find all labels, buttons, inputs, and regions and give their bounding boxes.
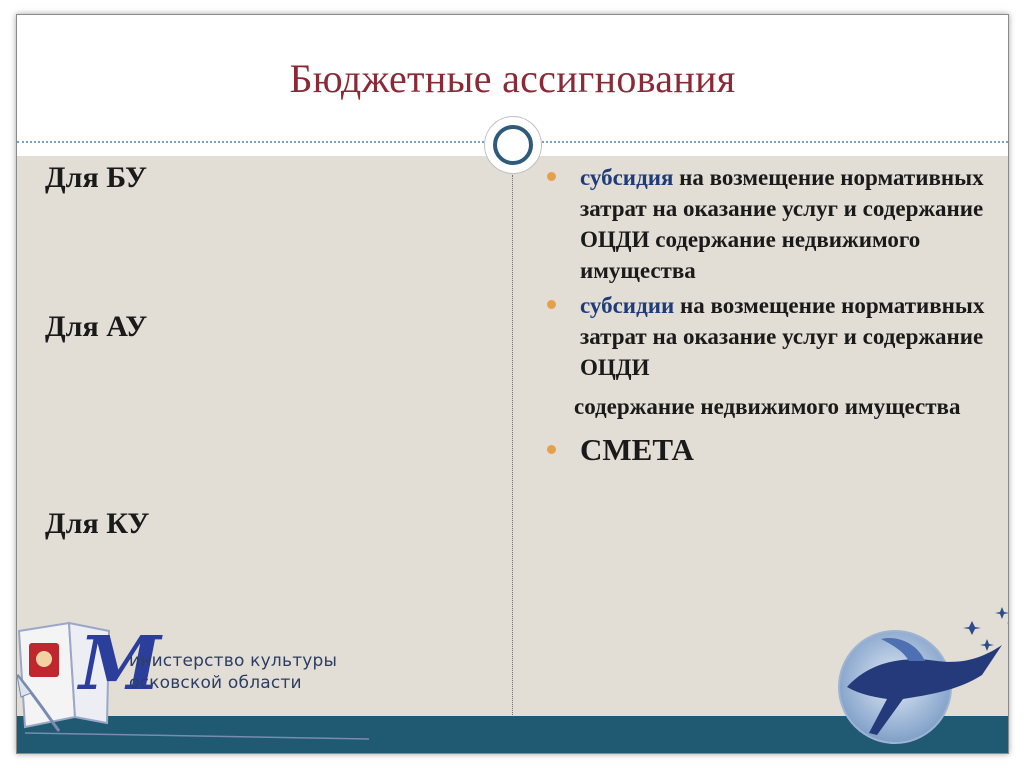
plain-paragraph: содержание недвижимого имущества [574, 394, 961, 419]
bullet-dot-icon [547, 172, 556, 181]
circle-ring [493, 125, 533, 165]
slide [16, 14, 1009, 754]
bullet-item-au [547, 290, 987, 383]
item-accent: субсидия [580, 165, 674, 190]
circle-ornament-icon [485, 117, 541, 173]
bullet-dot-icon [547, 300, 556, 309]
logo-monogram: M [79, 621, 161, 707]
slide-title: Бюджетные ассигнования [289, 56, 736, 101]
column-divider [512, 175, 513, 715]
item-text: на возмещение нормативных затрат на оказание услуг и содержание ОЦДИ [580, 293, 985, 380]
bullet-item-ku [547, 430, 987, 470]
bullet-dot-icon [547, 445, 556, 454]
logo-line-1: инистерство культуры [129, 651, 338, 671]
label-bu: Для БУ [45, 161, 147, 194]
bullet-item-bu [547, 162, 987, 286]
item-text: на возмещение нормативных затрат на оказание услуг и содержание ОЦДИ содержание недвижимого имущества [580, 165, 984, 283]
label-au: Для АУ [45, 310, 148, 343]
right-column [547, 162, 987, 470]
bird-globe-logo-icon [817, 595, 1009, 754]
label-ku: Для КУ [45, 507, 150, 540]
smeta-text: СМЕТА [580, 432, 694, 467]
item-accent: субсидии [580, 293, 675, 318]
logo-line-2: осковской области [129, 673, 302, 693]
logo-text [129, 650, 337, 694]
